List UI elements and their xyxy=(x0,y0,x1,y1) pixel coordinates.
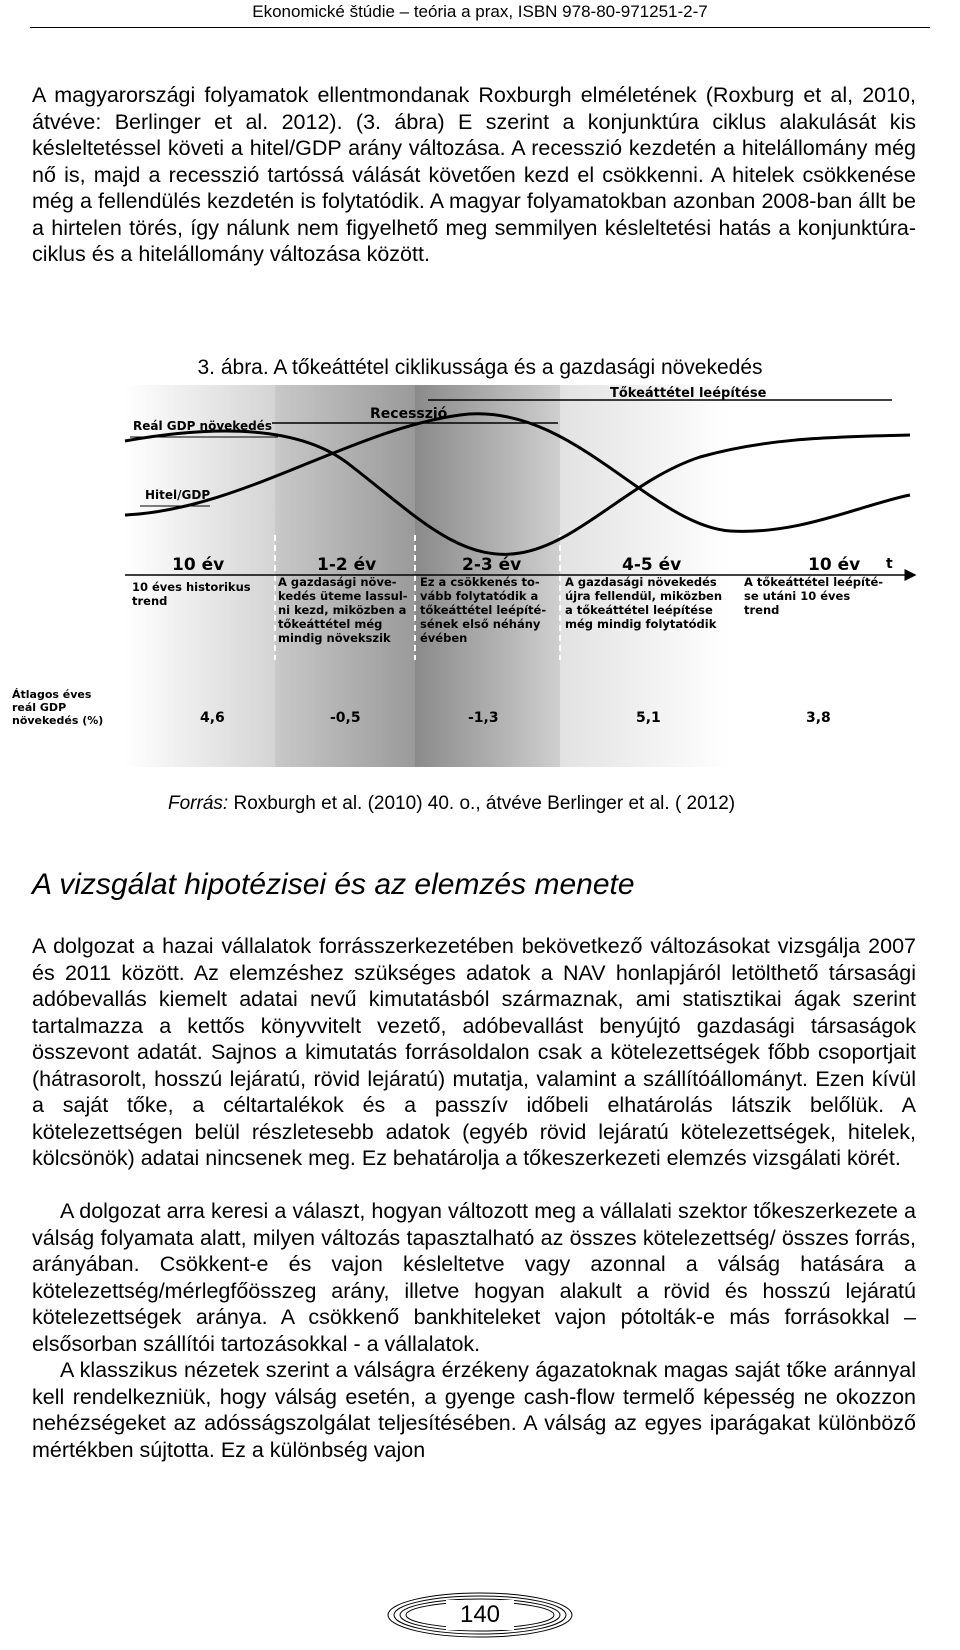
page-number-badge xyxy=(384,1590,576,1640)
desc-2-line-4: tőkeáttétel még xyxy=(278,617,383,631)
growth-value-5: 3,8 xyxy=(806,710,831,726)
desc-3-line-4: sének első néhány xyxy=(420,617,541,631)
label-deleveraging: Tőkeáttétel leépítése xyxy=(610,386,767,401)
growth-value-3: -1,3 xyxy=(468,710,499,726)
section-paragraph-2: A dolgozat arra keresi a választ, hogyan változott meg a vállalati szektor tőkeszerkezete a válság folyamata alatt, milyen változás tapasztalható az összes kötelezettség/ összes forrás, arányában. Csökkent-e és vajon késleltetve vagy azonnal a válság hatására a kötelezettség/mérlegfőösszeg arány, illetve hogyan alakult a rövid és hosszú lejáratú kötelezettségek aránya. A csökkenő bankhiteleket vajon pótolták-e más forrásokkal – elsősorban szállítói tartozásokkal - a vállalatok. xyxy=(32,1199,916,1356)
duration-4: 4-5 év xyxy=(622,555,682,575)
desc-5-line-1: A tőkeáttétel leépíté- xyxy=(744,575,884,589)
duration-1: 10 év xyxy=(172,555,225,575)
figure-caption: 3. ábra. A tőkeáttétel ciklikussága és a gazdasági növekedés xyxy=(197,356,763,379)
source-label: Forrás: xyxy=(168,793,229,814)
duration-2: 1-2 év xyxy=(317,555,377,575)
figure-source xyxy=(168,793,735,815)
growth-value-1: 4,6 xyxy=(200,710,225,726)
desc-2-line-5: mindig növekszik xyxy=(278,631,391,645)
desc-5-line-3: trend xyxy=(744,603,780,617)
growth-value-2: -0,5 xyxy=(330,710,361,726)
desc-2-line-3: ni kezd, miközben a xyxy=(278,603,407,617)
desc-4-line-3: a tőkeáttétel leépítése xyxy=(565,603,713,617)
growth-value-4: 5,1 xyxy=(636,710,661,726)
header-rule xyxy=(30,27,930,28)
section-title: A vizsgálat hipotézisei és az elemzés menete xyxy=(32,868,635,901)
avg-label-line-3: növekedés (%) xyxy=(12,714,104,727)
intro-paragraph: A magyarországi folyamatok ellentmondanak Roxburgh elméletének (Roxburg et al, 2010, átvéve: Berlinger et al. 2012). (3. ábra) E szerint a konjunktúra ciklus alakulását kis késleltetéssel követi a hitel/GDP arány változása. A recesszió kezdetén a hitelállomány még nő is, majd a recesszió tartóssá válását követően kezd el csökkenni. A hitelek csökkenése még a fellendülés kezdetén is folytatódik. A magyar folyamatokban azonban 2008-ban állt be a hirtelen törés, így nálunk nem figyelhető meg semmilyen késleltetési hatás a konjunktúra-ciklus és a hitelállomány változása között. xyxy=(32,83,916,266)
desc-2-line-1: A gazdasági növe- xyxy=(278,575,397,589)
section-paragraph-3: A klasszikus nézetek szerint a válságra érzékeny ágazatoknak magas saját tőke aránnyal kell rendelkezniük, hogy válság esetén, a gyenge cash-flow termelő képesség ne okozzon nehézségeket az adósságszolgálat teljesítésében. A válság az egyes iparágakat különböző mértékben sújtotta. Ez a különbség vajon xyxy=(32,1358,916,1462)
desc-1-line-1: 10 éves historikus xyxy=(132,580,251,594)
section-paragraph-1: A dolgozat a hazai vállalatok forrásszerkezetében bekövetkező változásokat vizsgálja 2007 és 2011 között. Az elemzéshez szükséges adatok a NAV honlapjáról letölthető társasági adóbevallás kiemelt adatai nevű kimutatásból származnak, ami statisztikai ágak szerint tartalmazza a kettős könyvvitelt vezető, adóbevallást benyújtó gazdasági társaságok összevont adatát. Sajnos a kimutatás forrásoldalon csak a kötelezettségek főbb csoportjait (hátrasorolt, hosszú lejáratú, rövid lejáratú) mutatja, valamint a szállítóállományt. Ezen kívül a saját tőke, a céltartalékok és a passzív időbeli elhatárolás látszik belőlük. A kötelezettségen belül részletesebb adatok (egyéb rövid lejáratú kötelezettségek, hitelek, kölcsönök) adatai nincsenek meg. Ez behatárolja a tőkeszerkezeti elemzés vizsgálati körét. xyxy=(32,934,916,1170)
desc-3-line-2: vább folytatódik a xyxy=(420,589,539,603)
avg-label-line-1: Átlagos éves xyxy=(12,688,92,701)
page-number: 140 xyxy=(459,1601,501,1628)
axis-t-label: t xyxy=(886,556,893,572)
desc-3-line-5: évében xyxy=(420,631,468,645)
desc-4-line-2: újra fellendül, miközben xyxy=(565,589,723,603)
running-header: Ekonomické štúdie – teória a prax, ISBN 978-80-971251-2-7 xyxy=(252,2,708,21)
avg-label-line-2: reál GDP xyxy=(12,701,67,714)
source-text: Roxburgh et al. (2010) 40. o., átvéve Berlinger et al. ( 2012) xyxy=(228,793,736,814)
desc-4-line-4: még mindig folytatódik xyxy=(565,617,717,631)
label-recession: Recesszió xyxy=(370,406,448,422)
label-credit-gdp: Hitel/GDP xyxy=(145,488,211,502)
duration-5: 10 év xyxy=(808,555,861,575)
desc-2-line-2: kedés üteme lassul- xyxy=(278,589,408,603)
label-real-gdp: Reál GDP növekedés xyxy=(133,419,272,433)
desc-1-line-2: trend xyxy=(132,594,168,608)
desc-3-line-1: Ez a csökkenés to- xyxy=(420,575,540,589)
desc-3-line-3: tőkeáttétel leépíté- xyxy=(420,603,547,617)
desc-5-line-2: se utáni 10 éves xyxy=(744,589,851,603)
leverage-cycle-figure xyxy=(10,385,950,767)
desc-4-line-1: A gazdasági növekedés xyxy=(565,575,717,589)
duration-3: 2-3 év xyxy=(462,555,522,575)
